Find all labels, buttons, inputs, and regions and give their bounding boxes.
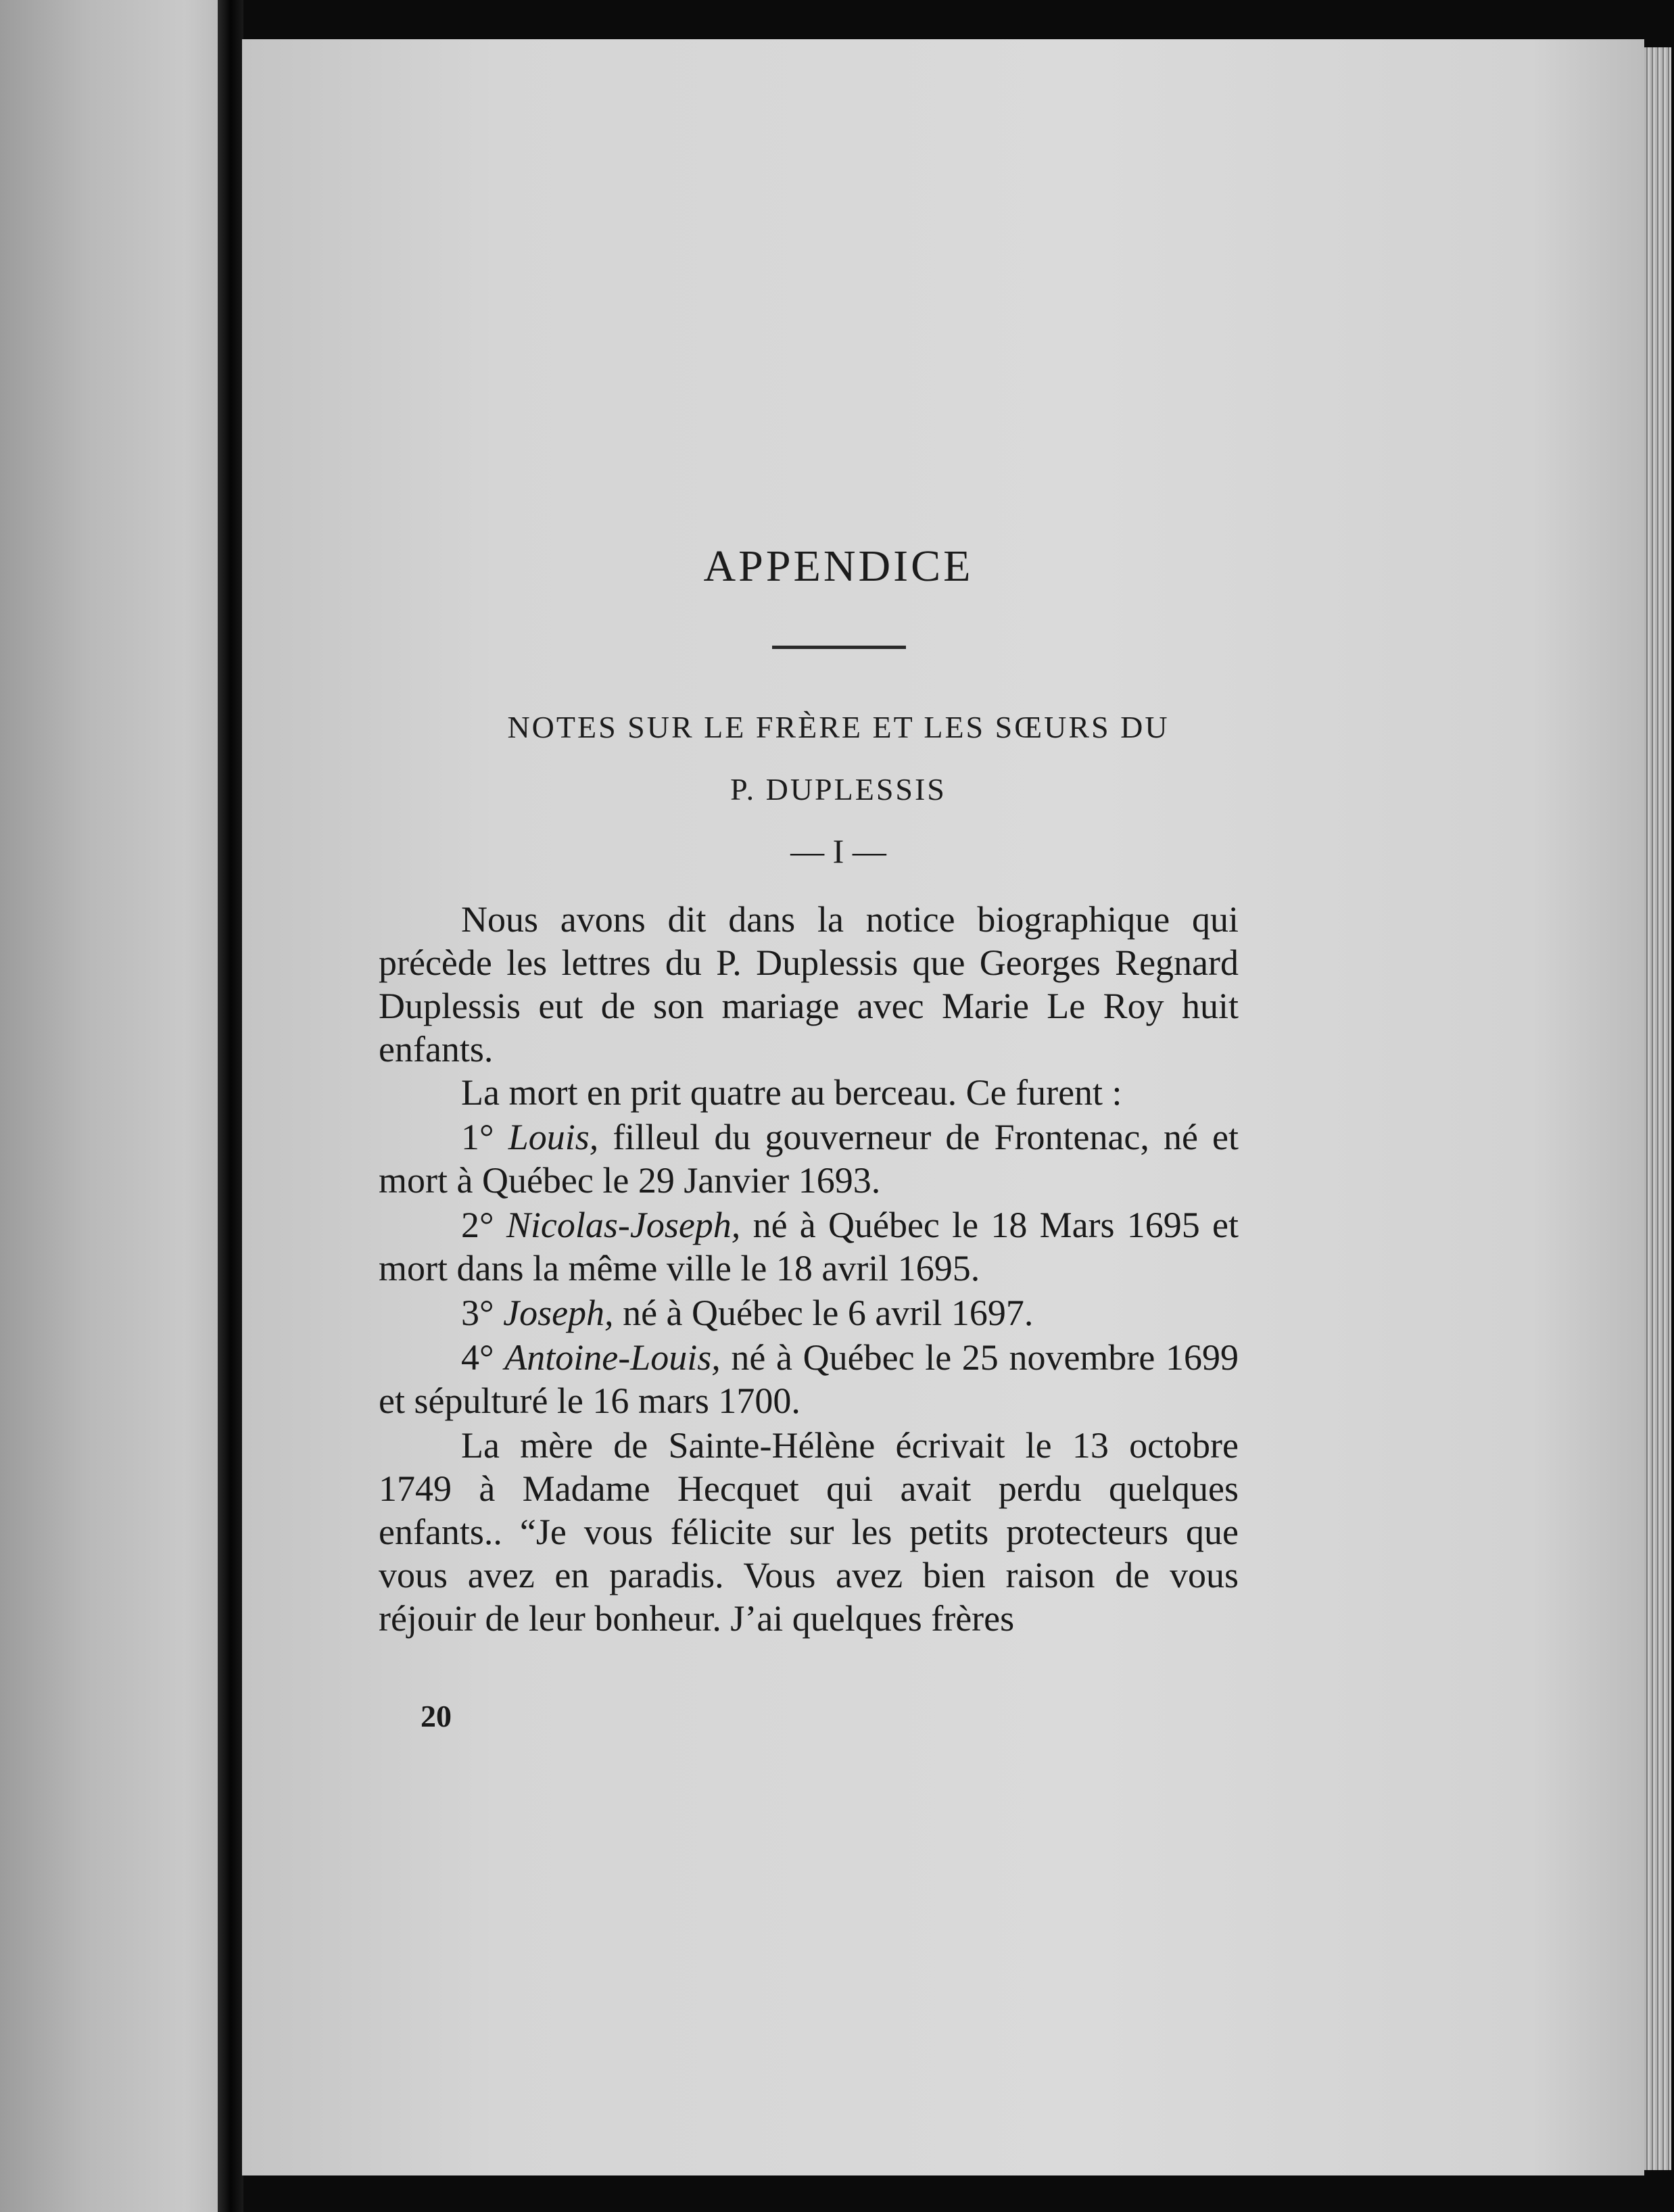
child-ordinal: 3° [461, 1293, 494, 1333]
child-name: Nicolas-Joseph, [506, 1205, 741, 1245]
page-edges [1644, 47, 1671, 2170]
child-text: né à Québec le 6 avril 1697. [623, 1293, 1034, 1333]
child-item-2 [379, 1203, 1239, 1290]
facing-page [0, 0, 218, 2212]
child-name: Louis, [508, 1117, 599, 1157]
child-ordinal: 2° [461, 1205, 494, 1245]
book-gutter [218, 0, 243, 2212]
paragraph-deaths: La mort en prit quatre au berceau. Ce furent : [461, 1072, 1122, 1113]
child-name: Antoine-Louis, [504, 1337, 721, 1378]
heading-line-2: P. DUPLESSIS [730, 772, 947, 807]
child-item-1 [379, 1115, 1239, 1202]
paragraph-intro: Nous avons dit dans la notice biographique qui précède les lettres du P. Duplessis que Georges Regnard Duplessis eut de son mariage avec Marie Le Roy huit enfants. [379, 899, 1239, 1069]
child-name: Joseph, [503, 1293, 614, 1333]
page-number: 20 [421, 1699, 452, 1733]
section-heading [379, 696, 1298, 821]
child-item-3 [379, 1291, 1239, 1335]
child-item-4 [379, 1336, 1239, 1422]
section-number: — I — [790, 832, 886, 870]
child-ordinal: 1° [461, 1117, 494, 1157]
child-text: filleul du gouverneur de Frontenac, né et mort à Québec le 29 Janvier 1693. [379, 1117, 1239, 1201]
child-text: né à Québec le 25 novembre 1699 et sépulturé le 16 mars 1700. [379, 1337, 1239, 1421]
paragraph-closing: La mère de Sainte-Hélène écrivait le 13 octobre 1749 à Madame Hecquet qui avait perdu quelques enfants.. “Je vous félicite sur les petits protecteurs que vous avez en paradis. Vous avez bien raison de vous réjouir de leur bonheur. J’ai quelques frères [379, 1425, 1239, 1639]
child-text: né à Québec le 18 Mars 1695 et mort dans la même ville le 18 avril 1695. [379, 1205, 1239, 1289]
appendix-title: APPENDICE [703, 542, 974, 591]
body-text [379, 898, 1239, 1640]
heading-line-1: NOTES SUR LE FRÈRE ET LES SŒURS DU [507, 710, 1170, 744]
title-rule [772, 646, 906, 649]
child-ordinal: 4° [461, 1337, 494, 1378]
